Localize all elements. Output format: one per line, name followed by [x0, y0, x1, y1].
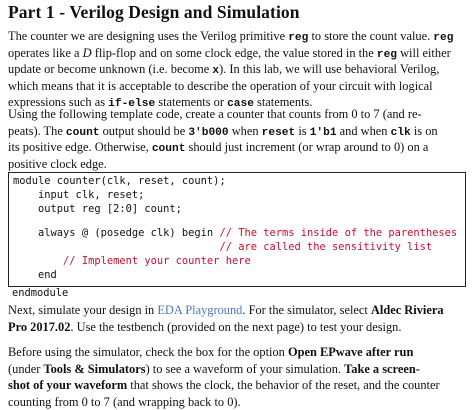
text: The counter we are designing uses the Verilog primitive	[8, 29, 289, 43]
code-keyword: 3'b000	[188, 126, 229, 139]
text-line: positive clock edge.	[8, 156, 107, 171]
text: is	[295, 123, 310, 138]
code-comment: // The terms inside of the parentheses	[219, 227, 458, 239]
text-line	[8, 302, 470, 319]
code-line	[13, 227, 457, 239]
text: (under	[8, 361, 44, 376]
code-line: input clk, reset;	[13, 189, 145, 201]
italic-text: D	[82, 45, 92, 60]
code-comment-line: // are called the sensitivity list	[13, 241, 433, 253]
text: is on	[410, 123, 438, 138]
section-heading: Part 1 - Verilog Design and Simulation	[8, 2, 300, 22]
simulation-paragraph	[8, 302, 470, 335]
text: Before using the simulator, check the box for the option	[8, 345, 288, 359]
text-line	[8, 28, 470, 45]
text: operates like a	[8, 45, 83, 60]
text: statements.	[253, 95, 313, 110]
code-keyword: reg	[376, 48, 398, 61]
bold-text: Open EPwave after run	[287, 345, 414, 359]
code-line: output reg [2:0] count;	[13, 203, 182, 215]
code-text: always @ (posedge clk) begin	[13, 227, 220, 239]
code-line: module counter(clk, reset, count);	[13, 175, 226, 187]
bold-text: Pro 2017.02	[8, 319, 71, 334]
text-line	[8, 45, 470, 62]
code-keyword: clk	[390, 126, 411, 139]
text: flip-flop and on some clock edge, the value stored in the	[91, 45, 377, 60]
text-line: which means that it is acceptable to describe the operation of your circuit with logical	[8, 78, 433, 93]
text-line: counting from 0 to 7 (and wrapping back to 0).	[8, 394, 241, 409]
code-keyword: x	[212, 65, 220, 78]
text: . Use the testbench (provided on the next page) to test your design.	[70, 319, 402, 334]
text-line	[8, 139, 470, 156]
text: ). In this lab, we will use behavioral Verilog,	[219, 62, 440, 77]
code-keyword: reg	[433, 32, 454, 44]
text: expressions such as	[8, 95, 109, 110]
code-keyword: count	[65, 126, 100, 139]
code-keyword: 1'b1	[309, 126, 337, 139]
intro-paragraph	[8, 28, 470, 111]
bold-text: Tools & Simulators	[43, 361, 146, 376]
code-indent	[13, 255, 63, 267]
code-keyword: case	[227, 98, 254, 111]
text: ) to see a waveform of your simulation.	[145, 361, 345, 376]
text: output should be	[99, 123, 189, 138]
text: should just increment (or wrap around to 0) on a	[185, 140, 429, 155]
text: its positive edge. Otherwise,	[8, 140, 152, 155]
waveform-paragraph	[8, 344, 470, 410]
text-line	[8, 319, 470, 336]
code-line: end	[13, 269, 57, 281]
eda-playground-link[interactable]: EDA Playground	[157, 303, 243, 317]
text: . For the simulator, select	[242, 303, 371, 317]
text-line	[8, 377, 470, 394]
text: update or become unknown (i.e. become	[8, 62, 213, 77]
text-line	[8, 361, 470, 378]
code-template-box	[8, 172, 466, 287]
code-keyword: if-else	[108, 98, 156, 111]
text: will either	[397, 45, 451, 60]
text: Next, simulate your design in	[8, 303, 158, 317]
text: peats). The	[8, 123, 66, 138]
text: that shows the clock, the behavior of the reset, and the counter	[127, 378, 440, 393]
code-line: endmodule	[12, 287, 69, 299]
instructions-paragraph	[8, 106, 470, 172]
bold-text: Aldec Riviera	[370, 303, 444, 317]
text-line	[8, 344, 470, 361]
code-line	[13, 255, 251, 267]
code-keyword: reset	[261, 126, 296, 139]
bold-text: Take a screen-	[344, 361, 420, 376]
code-keyword: count	[151, 143, 186, 156]
text-line: Using the following template code, create a counter that counts from 0 to 7 (and re-	[8, 107, 422, 121]
text: when	[228, 123, 262, 138]
text-line	[8, 61, 470, 78]
text: and when	[336, 123, 391, 138]
bold-text: shot of your waveform	[8, 378, 128, 393]
text-line	[8, 123, 470, 140]
text: statements or	[155, 95, 228, 110]
text: to store the count value.	[308, 29, 434, 43]
code-comment: // Implement your counter here	[63, 255, 251, 267]
code-keyword: reg	[288, 32, 309, 44]
